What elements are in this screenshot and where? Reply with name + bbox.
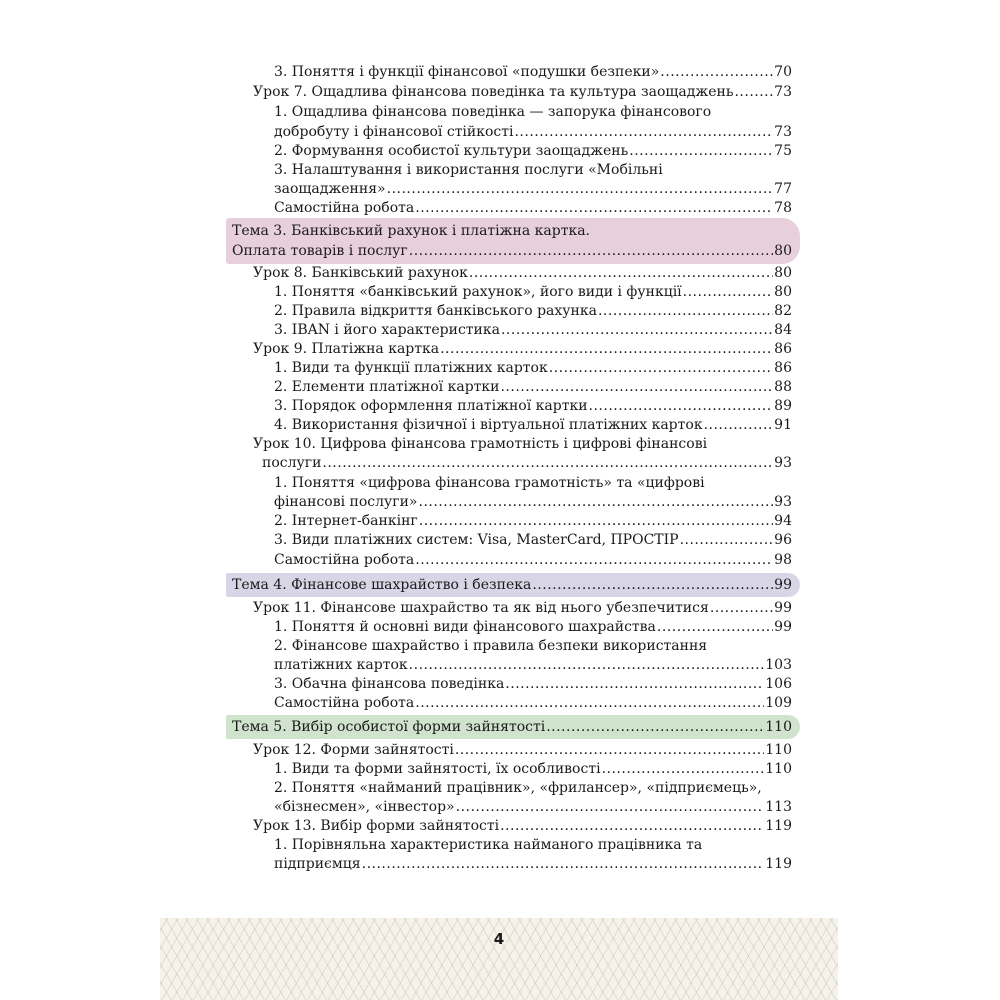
toc-entry[interactable]: 1. Ощадлива фінансова поведінка — запорука фінансового xyxy=(274,104,712,120)
page-ref: 99 xyxy=(774,619,792,635)
page-ref: 91 xyxy=(774,417,792,433)
page-ref: 73 xyxy=(774,124,792,140)
toc-entry[interactable]: заощадження» ..... 77 xyxy=(274,179,792,199)
toc-entry[interactable]: Самостійна робота ..... 98 xyxy=(274,550,792,570)
toc-entry[interactable]: 2. Правила відкриття банківського рахунка ..... 82 xyxy=(274,301,792,321)
page-ref: 80 xyxy=(774,284,792,300)
toc-entry[interactable]: 3. IBAN і його характеристика ..... 84 xyxy=(274,320,792,340)
toc-entry[interactable]: 3. Налаштування і використання послуги «Мобільні xyxy=(274,162,663,178)
toc-entry[interactable]: фінансові послуги» ..... 93 xyxy=(274,492,792,512)
page-ref: 93 xyxy=(774,494,792,510)
toc-entry[interactable]: 1. Поняття й основні види фінансового шахрайства ..... 99 xyxy=(274,617,792,637)
page-ref: 106 xyxy=(765,676,792,692)
topic-heading[interactable]: Тема 5. Вибір особистої форми зайнятості ..... 110 xyxy=(232,717,792,737)
page-footer xyxy=(160,918,838,1000)
toc-entry[interactable]: Самостійна робота ..... 109 xyxy=(274,693,792,713)
page-ref: 110 xyxy=(765,719,792,735)
page-ref: 119 xyxy=(765,818,792,834)
page-ref: 93 xyxy=(774,455,792,471)
toc-entry[interactable]: 2. Фінансове шахрайство і правила безпеки використання xyxy=(274,638,708,654)
toc-entry[interactable]: Урок 7. Ощадлива фінансова поведінка та культура заощаджень ..... 73 xyxy=(253,82,792,102)
page-ref: 88 xyxy=(774,379,792,395)
page-ref: 94 xyxy=(774,513,792,529)
topic-heading[interactable]: Оплата товарів і послуг ..... 80 xyxy=(232,241,792,261)
page-ref: 113 xyxy=(765,799,792,815)
page-ref: 86 xyxy=(774,360,792,376)
page-ref: 75 xyxy=(774,143,792,159)
page-ref: 84 xyxy=(774,322,792,338)
toc-entry[interactable]: 1. Поняття «банківський рахунок», його види і функції ..... 80 xyxy=(274,282,792,302)
toc-entry[interactable]: Урок 10. Цифрова фінансова грамотність і цифрові фінансові xyxy=(253,436,708,452)
toc-entry[interactable]: Урок 9. Платіжна картка ..... 86 xyxy=(253,339,792,359)
toc-entry[interactable]: 2. Поняття «найманий працівник», «фрилансер», «підприємець», xyxy=(274,780,762,796)
page-ref: 73 xyxy=(774,84,792,100)
toc-entry[interactable]: Самостійна робота ..... 78 xyxy=(274,198,792,218)
toc-entry[interactable]: 4. Використання фізичної і віртуальної платіжних карток ..... 91 xyxy=(274,415,792,435)
page-ref: 99 xyxy=(774,600,792,616)
toc-entry[interactable]: 3. Види платіжних систем: Visa, MasterCard, ПРОСТІР ..... 96 xyxy=(274,530,792,550)
toc-entry[interactable]: 2. Формування особистої культури заощаджень ..... 75 xyxy=(274,141,792,161)
page-ref: 77 xyxy=(774,181,792,197)
toc-entry[interactable]: 1. Види та форми зайнятості, їх особливості ..... 110 xyxy=(274,759,792,779)
toc-entry[interactable]: 3. Порядок оформлення платіжної картки ..... 89 xyxy=(274,396,792,416)
page-ref: 78 xyxy=(774,200,792,216)
toc-entry[interactable]: 3. Обачна фінансова поведінка ..... 106 xyxy=(274,674,792,694)
toc-entry[interactable]: Урок 13. Вибір форми зайнятості ..... 119 xyxy=(253,816,792,836)
page-ref: 70 xyxy=(774,64,792,80)
page-ref: 109 xyxy=(765,695,792,711)
toc-entry[interactable]: добробуту і фінансової стійкості ..... 73 xyxy=(274,122,792,142)
page-ref: 99 xyxy=(774,577,792,593)
toc-entry[interactable]: 1. Види та функції платіжних карток ..... 86 xyxy=(274,358,792,378)
page-ref: 103 xyxy=(765,657,792,673)
toc-entry[interactable]: 1. Поняття «цифрова фінансова грамотність» та «цифрові xyxy=(274,475,705,491)
toc-entry[interactable]: Урок 11. Фінансове шахрайство та як від нього убезпечитися ..... 99 xyxy=(253,598,792,618)
page-ref: 89 xyxy=(774,398,792,414)
toc-entry[interactable]: Урок 12. Форми зайнятості ..... 110 xyxy=(253,740,792,760)
page-ref: 98 xyxy=(774,552,792,568)
topic-heading[interactable]: Тема 3. Банківський рахунок і платіжна картка. xyxy=(232,223,590,239)
topic-heading[interactable]: Тема 4. Фінансове шахрайство і безпека ..... 99 xyxy=(232,575,792,595)
toc-entry[interactable]: платіжних карток ..... 103 xyxy=(274,655,792,675)
toc-entry[interactable]: 2. Елементи платіжної картки ..... 88 xyxy=(274,377,792,397)
toc-entry[interactable]: послуги ..... 93 xyxy=(262,453,792,473)
toc-entry[interactable]: 2. Інтернет-банкінг ..... 94 xyxy=(274,511,792,531)
page-ref: 96 xyxy=(774,532,792,548)
page-ref: 110 xyxy=(765,742,792,758)
toc-entry[interactable]: Урок 8. Банківський рахунок ..... 80 xyxy=(253,263,792,283)
page-ref: 80 xyxy=(774,243,792,259)
page-ref: 119 xyxy=(765,856,792,872)
page-number: 4 xyxy=(493,930,505,948)
page-ref: 82 xyxy=(774,303,792,319)
toc-entry[interactable]: «бізнесмен», «інвестор» ..... 113 xyxy=(274,797,792,817)
toc-entry[interactable]: 3. Поняття і функції фінансової «подушки безпеки» ..... 70 xyxy=(274,62,792,82)
toc-entry[interactable]: 1. Порівняльна характеристика найманого працівника та xyxy=(274,837,703,853)
page-ref: 86 xyxy=(774,341,792,357)
toc-entry[interactable]: підприємця ..... 119 xyxy=(274,854,792,874)
page-ref: 110 xyxy=(765,761,792,777)
page-ref: 80 xyxy=(774,265,792,281)
